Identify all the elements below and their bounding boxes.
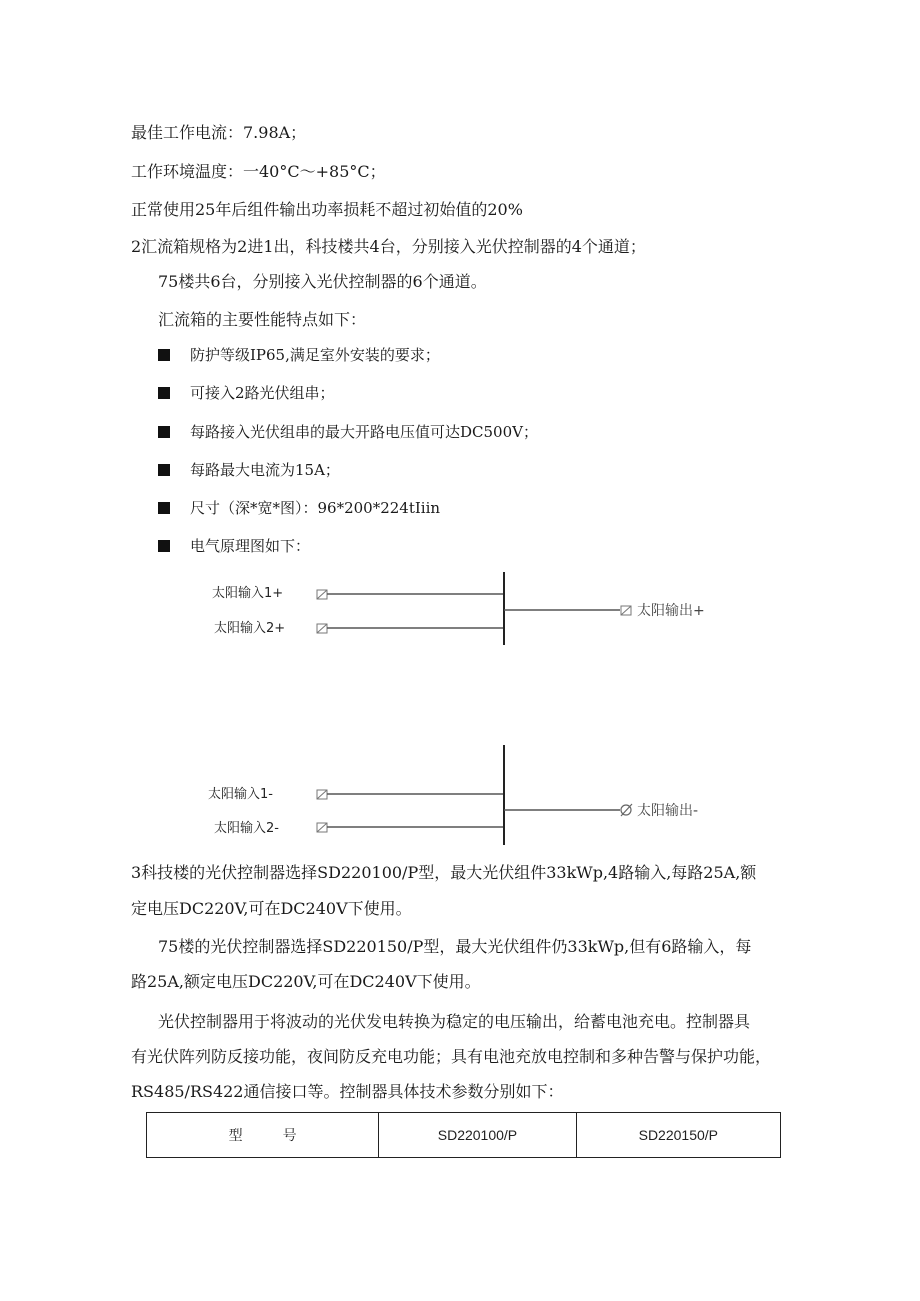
terminal-icon [621, 606, 631, 615]
paragraph-controller-tech-building: 3科技楼的光伏控制器选择SD220100/P型，最大光伏组件33kWp,4路输入,每路25A,额 [131, 863, 757, 882]
list-item: 每路最大电流为15A； [190, 461, 340, 479]
negative-combiner [208, 745, 698, 845]
paragraph-power-loss: 正常使用25年后组件输出功率损耗不超过初始值的20% [131, 200, 523, 219]
paragraph-building-75: 75楼共6台，分别接入光伏控制器的6个通道。 [158, 272, 487, 291]
terminal-icon [317, 624, 327, 633]
list-item: 可接入2路光伏组串； [190, 384, 335, 402]
paragraph-combiner-spec: 2汇流箱规格为2进1出，科技楼共4台，分别接入光伏控制器的4个通道； [131, 237, 646, 256]
input-label-2-positive: 太阳输入2+ [214, 621, 286, 636]
input-label-2-negative: 太阳输入2- [214, 821, 279, 836]
output-label-negative: 太阳输出- [637, 803, 699, 819]
table-row [147, 1113, 781, 1158]
paragraph-controller-function-end: RS485/RS422通信接口等。控制器具体技术参数分别如下： [131, 1082, 564, 1101]
terminal-icon [317, 790, 327, 799]
terminal-icon [317, 590, 327, 599]
list-item: 每路接入光伏组串的最大开路电压值可达DC500V； [190, 423, 538, 441]
paragraph-controller-building-75: 75楼的光伏控制器选择SD220150/P型，最大光伏组件仍33kWp,但有6路输入，每 [158, 937, 752, 956]
positive-combiner [212, 572, 705, 645]
list-item: 防护等级IP65,满足室外安装的要求； [190, 346, 440, 364]
list-item: 尺寸（深*宽*图）：96*200*224tIiin [190, 499, 441, 517]
output-label-positive: 太阳输出+ [637, 603, 705, 619]
table-cell-model-sd220100: SD220100/P [379, 1113, 576, 1158]
list-item: 电气原理图如下： [190, 537, 311, 555]
paragraph-controller-function: 光伏控制器用于将波动的光伏发电转换为稳定的电压输出，给蓄电池充电。控制器具 [158, 1012, 751, 1031]
paragraph-controller-function-cont: 有光伏阵列防反接功能，夜间防反充电功能；具有电池充放电控制和多种告警与保护功能， [131, 1047, 772, 1066]
terminal-icon [621, 804, 632, 816]
paragraph-optimal-current: 最佳工作电流：7.98A； [131, 123, 307, 142]
paragraph-controller-tech-building-cont: 定电压DC220V,可在DC240V下使用。 [131, 899, 412, 918]
paragraph-features-intro: 汇流箱的主要性能特点如下： [158, 310, 367, 329]
paragraph-controller-building-75-cont: 路25A,额定电压DC220V,可在DC240V下使用。 [131, 972, 481, 991]
spec-table [146, 1112, 781, 1158]
paragraph-ambient-temperature: 工作环境温度：一40°C〜+85°C； [131, 162, 386, 181]
input-label-1-positive: 太阳输入1+ [212, 586, 284, 601]
table-cell-model-sd220150: SD220150/P [576, 1113, 780, 1158]
terminal-icon [317, 823, 327, 832]
table-cell-model-label: 型号 [147, 1113, 379, 1158]
input-label-1-negative: 太阳输入1- [208, 787, 273, 802]
